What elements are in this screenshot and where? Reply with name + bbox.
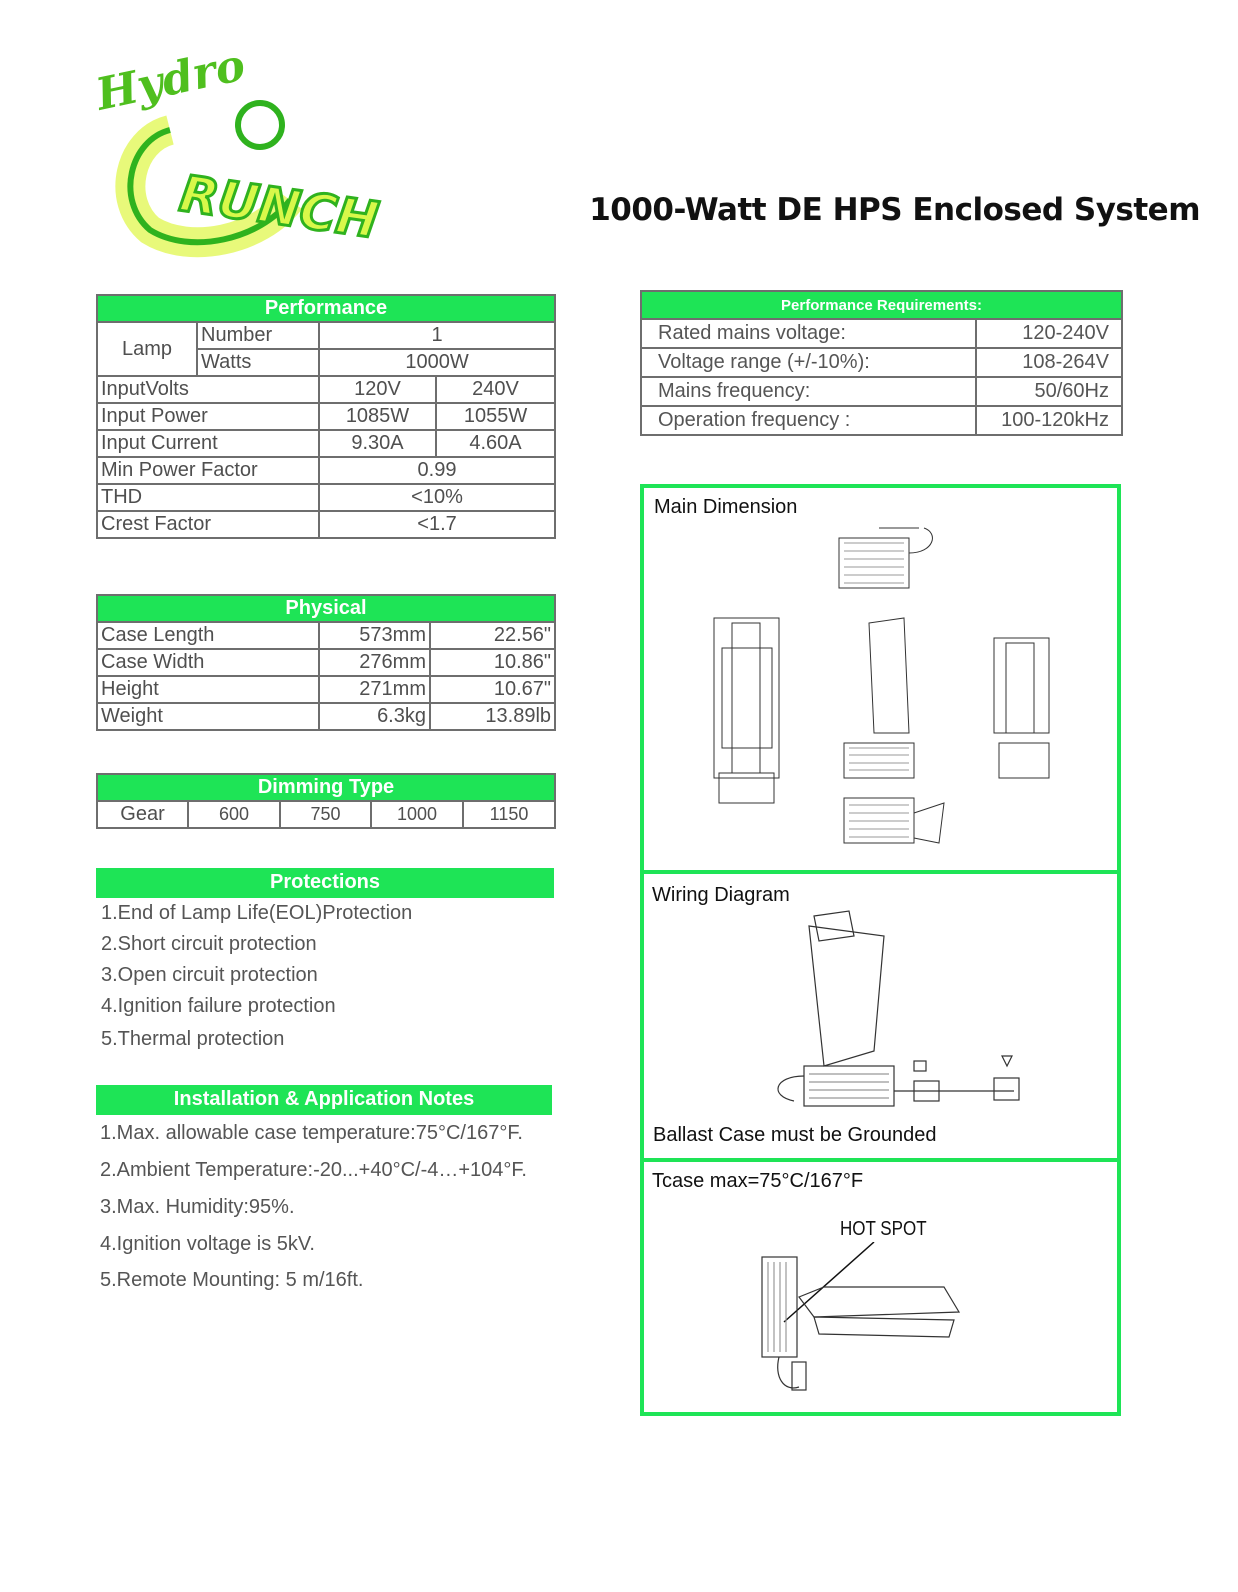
req-label: Rated mains voltage:	[641, 319, 976, 348]
row-value: <1.7	[319, 511, 555, 538]
list-item: 3.Max. Humidity:95%.	[100, 1196, 295, 1218]
hot-spot-label: HOT SPOT	[840, 1218, 927, 1240]
hot-spot-drawing	[744, 1242, 1004, 1402]
list-item: 2.Short circuit protection	[101, 933, 317, 955]
document-title: 1000-Watt DE HPS Enclosed System	[589, 192, 1200, 228]
req-label: Operation frequency :	[641, 406, 976, 435]
dimming-level: 1000	[371, 801, 463, 828]
gear-label: Gear	[97, 801, 188, 828]
dimming-table	[96, 773, 556, 829]
row-value-a: 1085W	[319, 403, 436, 430]
metric-value: 276mm	[319, 649, 430, 676]
row-value: 0.99	[319, 457, 555, 484]
row-value: <10%	[319, 484, 555, 511]
list-item: 5.Remote Mounting: 5 m/16ft.	[100, 1269, 364, 1291]
dimming-level: 600	[188, 801, 280, 828]
number-label: Number	[197, 322, 319, 349]
row-value-b: 240V	[436, 376, 555, 403]
dimension-drawing	[694, 523, 1074, 863]
list-item: 4.Ignition failure protection	[101, 995, 336, 1017]
list-item: 1.Max. allowable case temperature:75°C/167°F.	[100, 1122, 523, 1144]
metric-value: 573mm	[319, 622, 430, 649]
row-value-b: 1055W	[436, 403, 555, 430]
dimming-level: 750	[280, 801, 371, 828]
list-item: 2.Ambient Temperature:-20...+40°C/-4…+104°F.	[100, 1159, 527, 1181]
req-label: Voltage range (+/-10%):	[641, 348, 976, 377]
req-value: 120-240V	[976, 319, 1122, 348]
physical-header: Physical	[97, 595, 555, 622]
row-label: Min Power Factor	[97, 457, 319, 484]
brand-logo	[90, 50, 450, 260]
lamp-label: Lamp	[97, 322, 197, 376]
req-label: Mains frequency:	[641, 377, 976, 406]
row-label: Crest Factor	[97, 511, 319, 538]
number-value: 1	[319, 322, 555, 349]
watts-label: Watts	[197, 349, 319, 376]
dimming-header: Dimming Type	[97, 774, 555, 801]
row-value-a: 120V	[319, 376, 436, 403]
wiring-drawing	[754, 896, 1054, 1116]
wiring-diagram-panel	[640, 870, 1121, 1162]
requirements-header: Performance Requirements:	[641, 291, 1122, 319]
row-label: Case Length	[97, 622, 319, 649]
metric-value: 271mm	[319, 676, 430, 703]
watts-value: 1000W	[319, 349, 555, 376]
req-value: 108-264V	[976, 348, 1122, 377]
req-value: 50/60Hz	[976, 377, 1122, 406]
performance-header: Performance	[97, 295, 555, 322]
tcase-panel	[640, 1158, 1121, 1416]
row-value-a: 9.30A	[319, 430, 436, 457]
req-value: 100-120kHz	[976, 406, 1122, 435]
grounded-note: Ballast Case must be Grounded	[653, 1124, 937, 1146]
imperial-value: 10.67"	[430, 676, 555, 703]
requirements-table	[640, 290, 1123, 436]
row-label: Input Power	[97, 403, 319, 430]
row-label: Weight	[97, 703, 319, 730]
physical-table	[96, 594, 556, 731]
metric-value: 6.3kg	[319, 703, 430, 730]
protections-header: Protections	[96, 868, 554, 898]
performance-table	[96, 294, 556, 539]
row-label: Height	[97, 676, 319, 703]
imperial-value: 13.89lb	[430, 703, 555, 730]
svg-text:Hydro: Hydro	[91, 50, 250, 121]
main-dimension-panel	[640, 484, 1121, 874]
imperial-value: 22.56"	[430, 622, 555, 649]
row-value-b: 4.60A	[436, 430, 555, 457]
list-item: 1.End of Lamp Life(EOL)Protection	[101, 902, 413, 924]
row-label: InputVolts	[97, 376, 319, 403]
panel-title: Wiring Diagram	[652, 884, 790, 906]
row-label: Case Width	[97, 649, 319, 676]
list-item: 5.Thermal protection	[101, 1028, 285, 1050]
dimming-level: 1150	[463, 801, 555, 828]
tcase-label: Tcase max=75°C/167°F	[652, 1170, 864, 1192]
installation-header: Installation & Application Notes	[96, 1085, 552, 1115]
list-item: 3.Open circuit protection	[101, 964, 318, 986]
imperial-value: 10.86"	[430, 649, 555, 676]
row-label: THD	[97, 484, 319, 511]
list-item: 4.Ignition voltage is 5kV.	[100, 1233, 315, 1255]
svg-text:RUNCH: RUNCH	[176, 164, 382, 250]
row-label: Input Current	[97, 430, 319, 457]
panel-title: Main Dimension	[654, 496, 798, 518]
